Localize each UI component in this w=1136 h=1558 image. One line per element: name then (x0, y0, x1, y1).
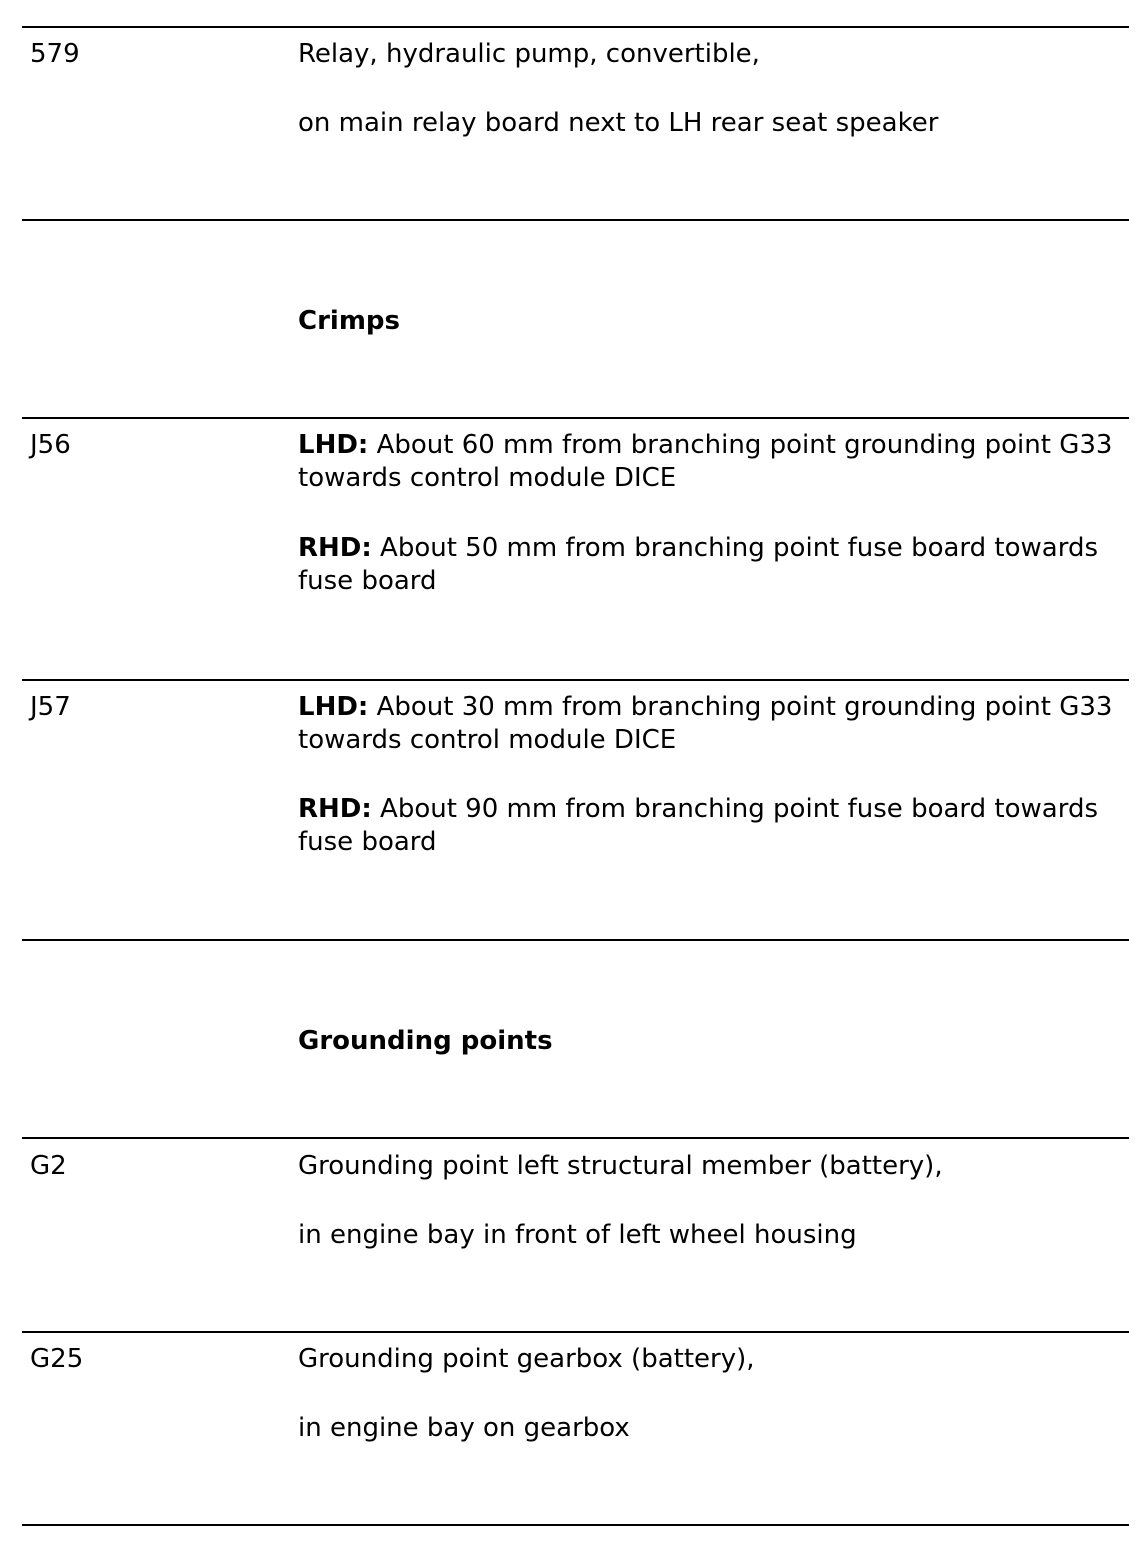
entry-description-line1: Grounding point left structural member (battery), (298, 1151, 943, 1181)
divider-after-crimps-heading (22, 417, 1129, 419)
rhd-label: RHD: (298, 794, 372, 824)
divider-after-g2 (22, 1331, 1129, 1333)
entry-lhd-description (298, 429, 1128, 495)
lhd-label: LHD: (298, 430, 369, 460)
section-heading-grounding-points: Grounding points (298, 1026, 553, 1056)
lhd-label: LHD: (298, 692, 369, 722)
divider-bottom (22, 1524, 1129, 1526)
rhd-text: About 90 mm from branching point fuse board towards fuse board (298, 794, 1098, 857)
entry-code: G25 (30, 1344, 84, 1374)
divider-after-grounding-heading (22, 1137, 1129, 1139)
entry-rhd-description (298, 793, 1128, 859)
entry-code: J56 (30, 430, 71, 460)
entry-code: G2 (30, 1151, 67, 1181)
section-heading-crimps: Crimps (298, 306, 400, 336)
lhd-text: About 30 mm from branching point grounding point G33 towards control module DICE (298, 692, 1113, 755)
entry-description-line1: Relay, hydraulic pump, convertible, (298, 39, 760, 69)
divider-after-j56 (22, 679, 1129, 681)
entry-description-line2: in engine bay on gearbox (298, 1413, 630, 1443)
entry-code: J57 (30, 692, 71, 722)
divider-after-j57 (22, 939, 1129, 941)
entry-description-line2: in engine bay in front of left wheel housing (298, 1220, 857, 1250)
rhd-label: RHD: (298, 533, 372, 563)
rhd-text: About 50 mm from branching point fuse board towards fuse board (298, 533, 1098, 596)
entry-description-line2: on main relay board next to LH rear seat speaker (298, 108, 939, 138)
entry-rhd-description (298, 532, 1128, 598)
divider-after-579 (22, 219, 1129, 221)
entry-description-line1: Grounding point gearbox (battery), (298, 1344, 755, 1374)
lhd-text: About 60 mm from branching point grounding point G33 towards control module DICE (298, 430, 1113, 493)
entry-lhd-description (298, 691, 1128, 757)
entry-code: 579 (30, 39, 80, 69)
divider-top (22, 26, 1129, 28)
